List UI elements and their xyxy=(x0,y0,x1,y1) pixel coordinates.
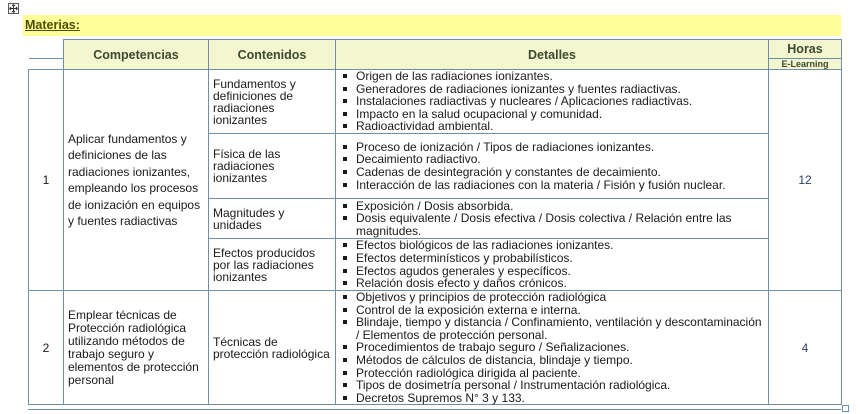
detail-item: Interacción de las radiaciones con la materia / Fisión y fusión nuclear. xyxy=(343,179,764,192)
contenido-cell: Efectos producidos por las radiaciones ionizantes xyxy=(209,239,336,291)
details-list xyxy=(336,70,768,133)
detail-item: Dosis equivalente / Dosis efectiva / Dosis colectiva / Relación entre las magnitudes. xyxy=(343,212,764,237)
subjects-table xyxy=(28,39,842,405)
details-list xyxy=(336,291,768,404)
detail-item: Radioactividad ambiental. xyxy=(343,120,764,133)
detail-item: Instalaciones radiactivas y nucleares / Aplicaciones radiactivas. xyxy=(343,95,764,108)
header-elearning: E-Learning xyxy=(769,59,842,70)
table-row xyxy=(29,291,842,405)
detail-item: Decretos Supremos N° 3 y 133. xyxy=(343,392,764,405)
detalles-cell xyxy=(336,70,769,134)
detail-item: Cadenas de desintegración y constantes de decaimiento. xyxy=(343,166,764,179)
detalles-cell xyxy=(336,291,769,405)
detail-item: Métodos de cálculos de distancia, blindaje y tiempo. xyxy=(343,354,764,367)
details-list xyxy=(336,141,768,191)
detail-item: Origen de las radiaciones ionizantes. xyxy=(343,70,764,83)
hours-cell: 12 xyxy=(769,70,842,291)
detail-item: Exposición / Dosis absorbida. xyxy=(343,200,764,213)
details-list xyxy=(336,239,768,289)
detalles-cell xyxy=(336,239,769,291)
header-empty-cell xyxy=(29,40,64,59)
detail-item: Efectos determinísticos y probabilísticos. xyxy=(343,252,764,265)
header-horas: Horas xyxy=(769,40,842,59)
table-move-handle-icon[interactable] xyxy=(8,3,19,14)
table-resize-handle[interactable] xyxy=(842,405,849,412)
detail-item: Proceso de ionización / Tipos de radiaciones ionizantes. xyxy=(343,141,764,154)
table-row xyxy=(29,70,842,134)
contenido-cell: Magnitudes y unidades xyxy=(209,199,336,239)
competencia-cell: Aplicar fundamentos y definiciones de las radiaciones ionizantes, empleando los procesos de ionización en equipos y fuentes radiactivas xyxy=(64,70,209,291)
hours-cell: 4 xyxy=(769,291,842,405)
detalles-cell xyxy=(336,134,769,199)
contenido-cell: Técnicas de protección radiológica xyxy=(209,291,336,405)
detail-item: Protección radiológica dirigida al paciente. xyxy=(343,367,764,380)
section-heading: Materias: xyxy=(25,18,80,32)
next-table-edge xyxy=(28,409,841,414)
row-number: 2 xyxy=(29,291,64,405)
detail-item: Tipos de dosimetría personal / Instrumentación radiológica. xyxy=(343,379,764,392)
detalles-cell xyxy=(336,199,769,239)
competencia-cell: Emplear técnicas de Protección radiológica utilizando métodos de trabajo seguro y elementos de protección personal xyxy=(64,291,209,405)
detail-item: Objetivos y principios de protección radiológica xyxy=(343,291,764,304)
detail-item: Procedimientos de trabajo seguro / Señalizaciones. xyxy=(343,341,764,354)
detail-item: Blindaje, tiempo y distancia / Confinamiento, ventilación y descontaminación / Elementos de protección personal. xyxy=(343,316,764,341)
row-number: 1 xyxy=(29,70,64,291)
contenido-cell: Física de las radiaciones ionizantes xyxy=(209,134,336,199)
detail-item: Efectos agudos generales y específicos. xyxy=(343,265,764,278)
detail-item: Control de la exposición externa e interna. xyxy=(343,304,764,317)
section-heading-bar xyxy=(23,15,841,36)
detail-item: Decaimiento radiactivo. xyxy=(343,153,764,166)
header-contenidos: Contenidos xyxy=(209,40,336,70)
detail-item: Impacto en la salud ocupacional y comunidad. xyxy=(343,108,764,121)
detail-item: Efectos biológicos de las radiaciones ionizantes. xyxy=(343,239,764,252)
details-list xyxy=(336,200,768,238)
detail-item: Generadores de radiaciones ionizantes y fuentes radiactivas. xyxy=(343,83,764,96)
header-empty-cell xyxy=(29,59,64,70)
detail-item: Relación dosis efecto y daños crónicos. xyxy=(343,277,764,290)
header-detalles: Detalles xyxy=(336,40,769,70)
header-competencias: Competencias xyxy=(64,40,209,70)
contenido-cell: Fundamentos y definiciones de radiaciones ionizantes xyxy=(209,70,336,134)
